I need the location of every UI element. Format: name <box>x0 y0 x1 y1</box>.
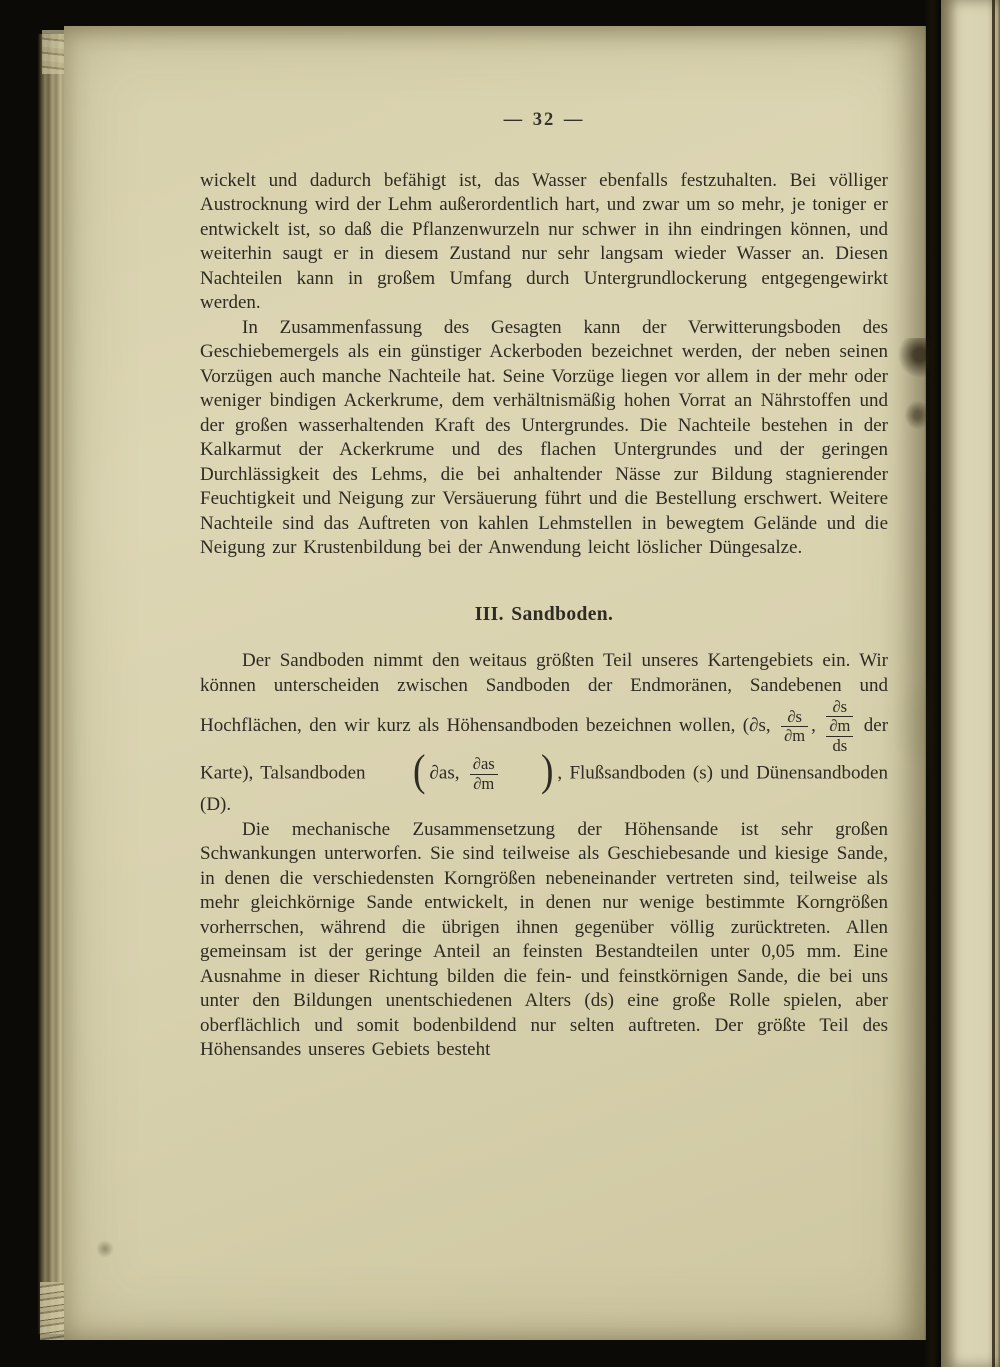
fraction-ds-dm-over-ds <box>826 698 853 755</box>
page-text-column <box>200 108 888 1063</box>
paragraph-lehm-continuation: wickelt und dadurch befähigt ist, das Wasser ebenfalls festzuhalten. Bei völliger Austrocknung wird der Lehm außerordentlich hart, und zwar um so mehr, je toniger er entwickelt ist, so daß die Pflanzenwurzeln nur schwer in ihn eindringen können, und weiterhin saugt er in diesem Zustand nur sehr langsam wieder Wasser an. Diesen Nachteilen kann in großem Umfang durch Untergrundlockerung entgegengewirkt werden. <box>200 169 888 313</box>
scanned-book-page <box>64 26 926 1340</box>
page-number: — 32 — <box>503 110 585 130</box>
text-segment: ∂as, <box>429 762 460 784</box>
fraction-middle: ∂m <box>826 717 853 736</box>
text-segment: der Karte), Talsandboden <box>200 715 889 784</box>
paragraph-sandboden-intro: Der Sandboden nimmt den weitaus größten Teil unseres Kartengebiets ein. Wir können unterscheiden zwischen Sandboden der Endmoränen, Sandebenen und Hochflächen, den wir kurz als Höhensandboden bezeichnen wollen, (∂s, $\frac{\partial s}{\partial m}$ , ∂s ∂m ds der Karte), Talsandboden ( ∂as, $\frac{\partial as}{\partial m}$ ) , Flußsandboden (s) und Dünensandboden (D). <box>200 650 889 816</box>
scan-artifact <box>96 1240 114 1258</box>
paragraph-zusammenfassung: In Zusammenfassung des Gesagten kann der Verwitterungsboden des Geschiebemergels als ein günstiger Ackerboden bezeichnet werden, der neben seinen Vorzügen auch manche Nachteile hat. Seine Vorzüge liegen vor allem in der mehr oder weniger bindigen Ackerkrume, dem verhältnismäßig hohen Vorrat an Nährstoffen und der großen wasserhaltenden Kraft des Untergrundes. Die Nachteile bestehen in der Kalkarmut der Ackerkrume und des flachen Untergrundes und der geringen Durchlässigkeit des Lehms, die bei anhaltender Nässe zur Bildung stagnierender Feuchtigkeit und Neigung zur Versäuerung führt und die Bestellung erschwert. Weitere Nachteile sind das Auftreten von kahlen Lehmstellen in bewegtem Gelände und die Neigung zur Krustenbildung bei der Anwendung leicht löslicher Düngesalze. <box>200 316 888 558</box>
adjacent-page-edge-line <box>992 0 995 1367</box>
fraction-denominator: ∂m <box>473 773 495 793</box>
text-segment: , Flußsandboden (s) und Dünensandboden (D). <box>200 762 888 816</box>
fraction-ds-dm <box>781 708 808 746</box>
fraction-das-dm <box>470 755 498 793</box>
text-segment: Der Sandboden nimmt den weitaus größten Teil unseres Kartengebiets ein. Wir können unterscheiden zwischen Sandboden der Endmoränen, Sandebenen und Hochflächen, den wir kurz als Höhensandboden bezeichnen wollen, (∂s, <box>200 650 888 737</box>
fraction-numerator: ∂s <box>781 708 808 727</box>
paragraph-mechanische-zusammensetzung: Die mechanische Zusammensetzung der Höhensande ist sehr großen Schwankungen unterworfen. Sie sind teilweise als Geschiebesande und kiesige Sande, in denen die verschiedensten Korngrößen nebeneinander vertreten sind, teilweise als mehr gleichkörnige Sande entwickelt, in denen nur wenige bestimmte Korngrößen vorherrschen, während die übrigen ihnen gegenüber völlig zurücktreten. Allen gemeinsam ist der geringe Anteil an feinsten Bestandteilen unter 0,05 mm. Eine Ausnahme in dieser Richtung bilden die fein- und feinstkörnigen Sande, die bei uns unter den Bildungen unentschiedenen Alters (ds) eine große Rolle spielen, aber oberflächlich und somit bodenbildend nur selten auftreten. Der größte Teil des Höhensandes unseres Gebiets besteht <box>200 818 888 1061</box>
book-gutter-shadow <box>924 0 942 1367</box>
text-segment: , <box>811 715 816 737</box>
book-page-stack-edges-left <box>38 34 66 1334</box>
fraction-denominator: ds <box>832 735 848 755</box>
section-heading-sandboden: III. Sandboden. <box>474 603 614 625</box>
fraction-denominator: ∂m <box>784 726 806 746</box>
fraction-numerator: ∂s <box>826 698 853 717</box>
fraction-numerator: ∂as <box>470 755 498 774</box>
